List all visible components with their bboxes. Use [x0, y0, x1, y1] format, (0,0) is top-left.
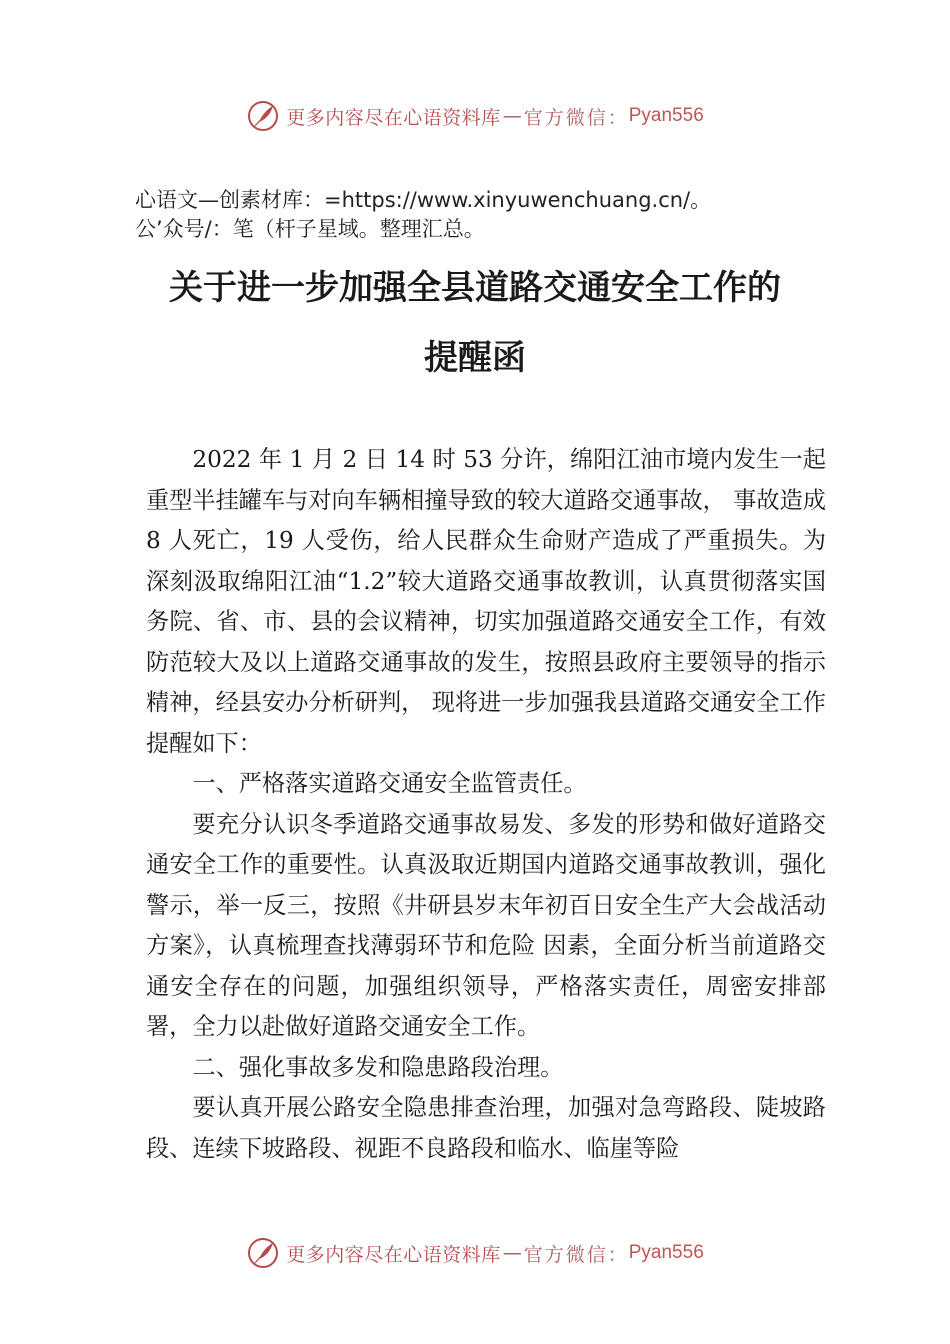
banner-wechat-label: 官方微信： [523, 1243, 629, 1266]
body-paragraph-section-1: 要充分认识冬季道路交通事故易发、多发的形势和做好道路交通安全工作的重要性。认真汲取近期国内道路交通事故教训，强化警示，举一反三，按照《井研县岁末年初百日安全生产大会战活动方案》，认真梳理查找薄弱环节和危险 因素，全面分析当前道路交通安全存在的问题，加强组织领导，严格落实责任，周密安排部署，全力以赴做好道路交通安全工作。 [146, 810, 826, 1040]
document-title-line-1: 关于进一步加强全县道路交通安全工作的 [169, 268, 781, 308]
feather-pen-logo-icon [246, 1236, 280, 1270]
section-heading-1: 一、严格落实道路交通安全监管责任。 [192, 770, 587, 797]
banner-separator: — [502, 1242, 522, 1264]
source-line-1: 心语文—创素材库：=https://www.xinyuwenchuang.cn/。 [135, 188, 712, 212]
header-banner [0, 96, 950, 136]
body-paragraph-section-2: 要认真开展公路安全隐患排查治理，加强对急弯路段、陡坡路段、连续下坡路段、视距不良路段和临水、临崖等险 [146, 1094, 826, 1162]
banner-wechat-id: Pyan556 [628, 105, 704, 126]
banner-wechat-label: 官方微信： [523, 106, 629, 129]
source-line-2: 公’众号/：笔（杆子星域。整理汇总。 [135, 217, 485, 241]
source-note [135, 186, 835, 244]
body-paragraph-intro: 2022 年 1 月 2 日 14 时 53 分许，绵阳江油市境内发生一起重型半挂罐车与对向车辆相撞导致的较大道路交通事故， 事故造成 8 人死亡，19 人受伤，给人民群众生命财产造成了严重损失。为深刻汲取绵阳江油“1.2”较大道路交通事故教训，认真贯彻落实国务院、省、市、县的会议精神，切实加强道路交通安全工作，有效防范较大及以上道路交通事故的发生，按照县政府主要领导的指示精神，经县安办分析研判， 现将进一步加强我县道路交通安全工作提醒如下： [146, 446, 826, 757]
feather-pen-logo-icon [246, 99, 280, 133]
banner-brand-text: 更多内容尽在心语资料库 [286, 106, 501, 129]
document-body [146, 440, 826, 1169]
banner-brand-text: 更多内容尽在心语资料库 [286, 1243, 501, 1266]
banner-separator: — [502, 105, 522, 127]
section-heading-2: 二、强化事故多发和隐患路段治理。 [192, 1053, 564, 1081]
document-title-line-2: 提醒函 [424, 338, 526, 378]
banner-wechat-id: Pyan556 [628, 1242, 704, 1263]
footer-banner [0, 1233, 950, 1273]
